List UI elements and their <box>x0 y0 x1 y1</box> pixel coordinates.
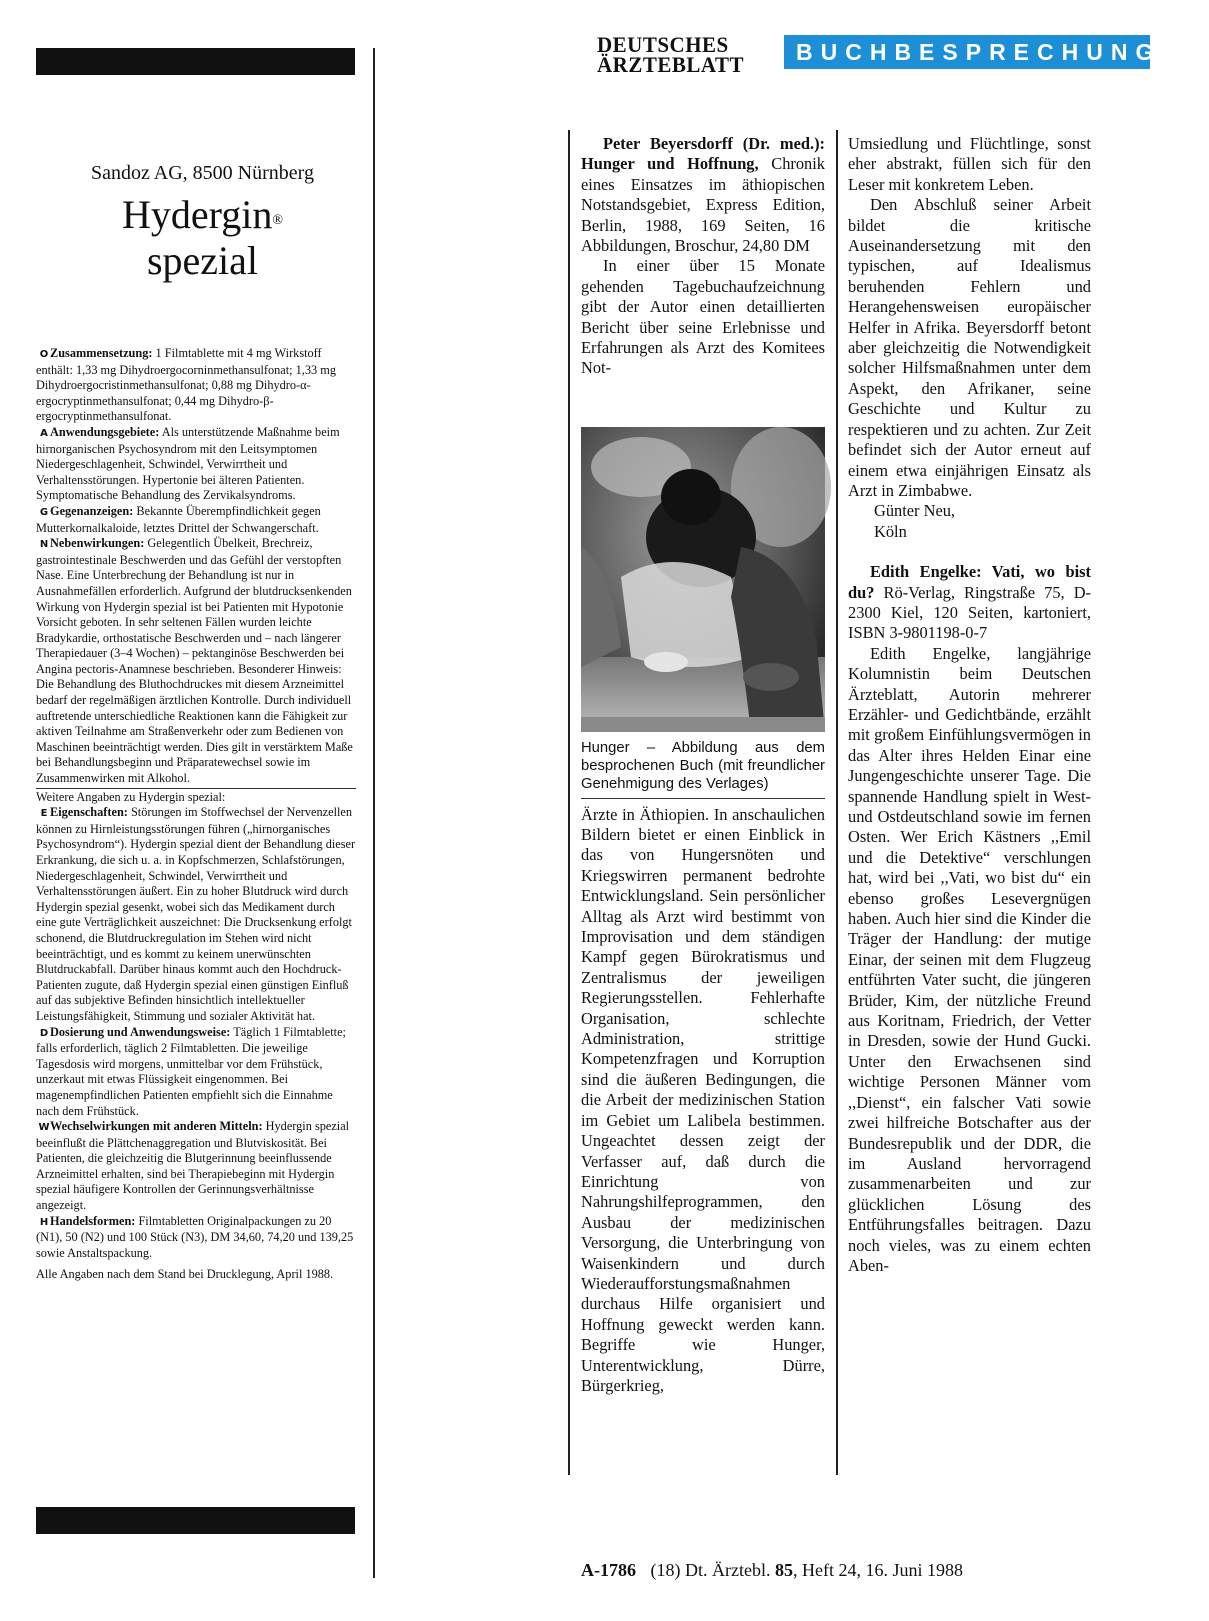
column-rule-middle <box>836 130 838 1475</box>
properties-icon: E <box>40 808 48 820</box>
footer-volume: 85 <box>774 1560 793 1580</box>
ad-section: N Nebenwirkungen: Gelegentlich Übelkeit, Brechreiz, gastrointestinale Beschwerden und das Gefühl der verstopften Nase. Eine Unterbrechung der Behandlung ist nur in Ausnahmefällen erforderlich. Aufgrund der blutdrucksenkenden Wirkung von Hydergin spezial ist bei Patienten mit Hypotonie Vorsicht geboten. In sehr seltenen Fällen wurden leichte Bradykardie, orthostatische Beschwerden und – nach längerer Therapiedauer (3–4 Wochen) – pektanginöse Beschwerden bei Angina pectoris-Anamnese beschrieben. Besonderer Hinweis: Die Behandlung des Bluthochdruckes mit diesem Arzneimittel bedarf der regelmäßigen ärztlichen Kontrolle. Durch individuell auftretende unterschiedliche Reaktionen kann die Fähigkeit zur aktiven Teilnahme am Straßenverkehr oder zum Bedienen von Maschinen beeinträchtigt werden. Dies gilt in verstärktem Maße bei Behandlungsbeginn und Präparatewechsel sowie im Zusammenwirken mit Alkohol. <box>36 536 353 786</box>
registered-mark: ® <box>272 213 283 228</box>
review1-signature-city: Köln <box>874 521 907 541</box>
ad-further-heading: Weitere Angaben zu Hydergin spezial: <box>36 789 226 804</box>
review1-paragraph: Umsiedlung und Flüchtlinge, sonst eher abstrakt, füllen sich für den Leser mit konkretem Leben. <box>848 134 1091 194</box>
review2-header <box>848 562 1091 644</box>
side-effects-icon: N <box>39 539 49 551</box>
column-right <box>848 134 1091 1276</box>
review1-signature: Günter Neu, <box>874 501 956 521</box>
review2-biblio: Rö-Verlag, Ringstraße 75, D-2300 Kiel, 120 Seiten, kartoniert, ISBN 3-9801198-0-7 <box>848 582 1091 643</box>
ad-product-variant: spezial <box>146 238 259 283</box>
interactions-icon: W <box>38 1122 50 1134</box>
page-footer <box>581 1560 963 1581</box>
contraindications-icon: G <box>39 506 49 518</box>
ad-section: E Eigenschaften: Störungen im Stoffwechsel der Nervenzellen können zu Hirnleistungsstörungen führen („hirnorganisches Psychosyndrom“). Hydergin spezial dient der Behandlung dieser Erkrankung, die sich u. a. in Kopfschmerzen, Schlafstörungen, Niedergeschlagenheit, Schwindel, Verwirrtheit und Verhaltensstörungen äußert. Ein zu hoher Blutdruck wird durch Hydergin spezial gesenkt, wobei sich das Medikament durch eine gute Verträglichkeit auszeichnet: Die Drucksenkung erfolgt schonend, die Blutdruckregulation im Stehen wird nicht beeinträchtigt, und es kommt zu keinem unerwünschten Blutdruckabfall. Darüber hinaus kommt auch den Hochdruck-Patienten zugute, daß Hydergin spezial einen günstigen Einfluß auf das subjektive Befinden hinsichtlich intellektueller Leistungsfähigkeit, Stimmung und sozialer Aktivität hat. <box>36 805 356 1023</box>
ad-sponsor: Sandoz AG, 8500 Nürnberg <box>91 162 314 184</box>
footer-issue: , Heft 24, 16. Juni 1988 <box>792 1560 963 1580</box>
review1-paragraph: Den Abschluß seiner Arbeit bildet die kritische Auseinandersetzung mit den typischen, auf Idealismus beruhenden Fehlern und Herangehensweisen europäischer Helfer in Afrika. Beyersdorff betont aber gleichzeitig die Notwendigkeit solcher Hilfsmaßnahmen unter dem Aspekt, den Afrikaner, seine Geschichte und Kultur zu respektieren und zu achten. Zur Zeit befindet sich der Autor erneut auf einem etwa einjährigen Einsatz als Arzt in Zimbabwe. <box>848 195 1091 500</box>
ad-section: D Dosierung und Anwendungsweise: Täglich 1 Filmtablette; falls erforderlich, täglich 2 Filmtabletten. Die jeweilige Tagesdosis wird morgens, unmittelbar vor dem Frühstück, unzerkaut mit etwas Flüssigkeit eingenommen. Bei magenempfindlichen Patienten empfiehlt sich die Einnahme nach dem Frühstück. <box>36 1024 346 1118</box>
review1-header <box>581 134 825 256</box>
journal-masthead <box>597 31 767 78</box>
ad-prescribing-info <box>36 346 356 1283</box>
page-number: A-1786 <box>581 1560 636 1580</box>
ad-section: A Anwendungsgebiete: Als unterstützende Maßnahme beim hirnorganischen Psychosyndrom mit den Leitsymptomen Niedergeschlagenheit, Schwindel, Verwirrtheit und Verhaltensstörungen. Hypertonie bei älteren Patienten. Symptomatische Behandlung des Zervikalsyndroms. <box>36 424 340 503</box>
review2-paragraph: Edith Engelke, langjährige Kolumnistin beim Deutschen Ärzteblatt, Autorin mehrerer Erzähler- und Gedichtbände, erzählt mit großem Einfühlungsvermögen in das Alter ihres Helden Einar eine Jungengeschichte unserer Tage. Die spannende Handlung spielt in West- und Ostdeutschland sowie im fernen Osten. Wer Erich Kästners ,,Emil und die Detektive“ verschlungen hat, wird bei ,,Vati, wo bist du“ ein ebenso großes Lesevergnügen haben. Auch hier sind die Kinder die Träger der Handlung: der mutige Einar, der seinen mit dem Flugzeug entführten Vater sucht, die jüngeren Brüder, Kim, der nützliche Freund aus Koritnam, Friedrich, der Vetter in Dresden, sowie der Hund Gucki. Unter den Erwachsenen sind wichtige Personen Männer vom ,,Dienst“, ein falscher Vati sowie zwei hilfreiche Botschafter aus der Bundesrepublik und der DDR, die im Ausland hervorragend zusammenarbeiten und zur glücklichen Lösung des Entführungsfalles beitragen. Dazu noch vieles, was zu einem echten Aben- <box>848 643 1091 1275</box>
ad-product-title <box>36 192 369 284</box>
review1-paragraph: In einer über 15 Monate gehenden Tagebuchaufzeichnung gibt der Autor einen detaillierten Bericht über seine Erlebnisse und Erfahrungen als Arzt des Komitees Not- <box>581 256 825 378</box>
review1-heading: Peter Beyersdorff (Dr. med.): Hunger und Hoffnung, <box>581 134 825 174</box>
article-photo <box>581 427 825 732</box>
package-icon: H <box>39 1216 49 1228</box>
review2-heading: Edith Engelke: Vati, wo bist du? <box>848 562 1091 602</box>
masthead-line-1: DEUTSCHES <box>597 31 729 58</box>
ad-closing-note: Alle Angaben nach dem Stand bei Drucklegung, April 1988. <box>36 1267 334 1282</box>
masthead-line-2: ÄRZTEBLATT <box>597 51 744 78</box>
ad-top-bar <box>36 48 355 75</box>
review1-paragraph: Ärzte in Äthiopien. In anschaulichen Bildern bietet er einen Einblick in das von Hungersnöten und Kriegswirren permanent bedrohte Entwicklungsland. Sein persönlicher Alltag als Arzt wird bestimmt von Improvisation und dem ständigen Kampf gegen Bürokratismus und Zentralismus der jeweiligen Regierungsstellen. Fehlerhafte Organisation, schlechte Administration, strittige Kompetenzfragen und Korruption sind die äußeren Bedingungen, die die Arbeit der medizinischen Station im Gebiet um Lalibela bestimmen. Ungeachtet dessen zeigt der Verfasser auf, daß durch die Einrichtung von Nahrungshilfeprogrammen, den Ausbau der medizinischen Versorgung, die Unterbringung von Waisenkindern und durch Wiederaufforstungsmaßnahmen durchaus Hilfe organisiert und Hoffnung geweckt werden kann. Begriffe wie Hunger, Unterentwicklung, Dürre, Bürgerkrieg, <box>581 804 825 1395</box>
ad-section: G Gegenanzeigen: Bekannte Überempfindlichkeit gegen Mutterkornalkaloide, letztes Drittel der Schwangerschaft. <box>36 503 321 535</box>
photo-caption: Hunger – Abbildung aus dem besprochenen Buch (mit freundlicher Genehmigung des Verlages) <box>581 740 825 793</box>
ad-section: H Handelsformen: Filmtabletten Originalpackungen zu 20 (N1), 50 (N2) und 100 Stück (N3), DM 34,60, 74,20 und 139,25 sowie Anstaltspackung. <box>36 1213 354 1260</box>
review1-continued <box>581 739 825 1396</box>
ad-divider <box>36 788 356 789</box>
column-rule-left <box>568 130 570 1475</box>
section-banner: BUCHBESPRECHUNGEN <box>784 35 1150 69</box>
ad-bottom-bar <box>36 1507 355 1534</box>
footer-citation: (18) Dt. Ärztebl. <box>650 1560 771 1580</box>
ad-right-rule <box>373 48 375 1578</box>
ad-section: O Zusammensetzung: 1 Filmtablette mit 4 mg Wirkstoff enthält: 1,33 mg Dihydroergocorninmethansulfonat; 1,33 mg Dihydroergocristinmethansulfonat; 0,88 mg Dihydro-α-ergocryptinmethansulfonat; 0,44 mg Dihydro-β-ergocryptinmethansulfonat. <box>36 346 336 424</box>
composition-icon: O <box>39 349 49 360</box>
review1-biblio: Chronik eines Einsatzes im äthiopischen Notstandsgebiet, Express Edition, Berlin, 1988, 169 Seiten, 16 Abbildungen, Broschur, 24,80 DM <box>581 154 825 256</box>
caption-rule <box>581 798 825 799</box>
dosage-icon: D <box>39 1027 49 1039</box>
ad-product-name: Hydergin <box>122 192 273 237</box>
indications-icon: A <box>40 427 48 439</box>
review1-intro <box>581 134 825 379</box>
ad-section: WWechselwirkungen mit anderen Mitteln: Hydergin spezial beeinflußt die Plättchenaggregation und Blutviskosität. Bei Patienten, die gleichzeitig die Blutgerinnung beeinflussende Arzneimittel erhalten, sind bei Therapiebeginn mit Hydergin spezial häufigere Kontrollen der Gerinnungsverhältnisse angezeigt. <box>36 1119 350 1213</box>
